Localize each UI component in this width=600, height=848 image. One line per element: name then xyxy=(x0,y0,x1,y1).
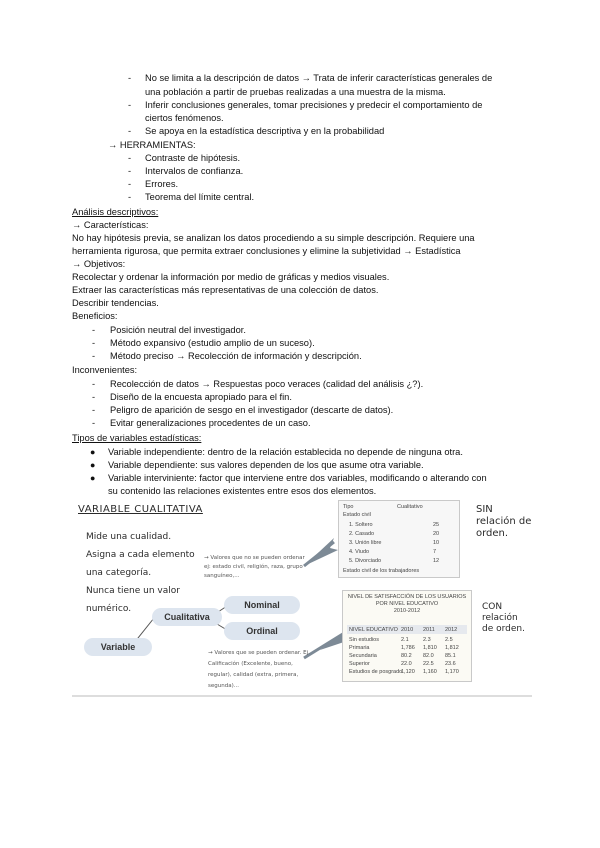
table-cell: 85.1 xyxy=(445,653,456,659)
dash-marker: - xyxy=(128,100,132,110)
table-cell: Sin estudios xyxy=(349,637,379,643)
dash-marker: - xyxy=(128,126,132,136)
table-cell: 10 xyxy=(433,540,440,546)
note-line: Calificación (Excelente, bueno, xyxy=(208,661,293,667)
ordinal-note xyxy=(208,648,310,692)
dash-marker: - xyxy=(128,192,132,202)
variable-cualitativa-figure xyxy=(72,498,532,698)
paragraph-line: Describir tendencias. xyxy=(72,298,159,308)
dash-marker: - xyxy=(92,338,96,348)
bullet-marker: ● xyxy=(90,447,96,457)
list-item: Teorema del límite central. xyxy=(145,192,255,202)
label-line: SIN xyxy=(476,504,493,515)
subheading: Beneficios: xyxy=(72,311,118,321)
con-relacion-label xyxy=(482,602,525,635)
ordinal-table xyxy=(342,590,472,682)
table-cell: 25 xyxy=(433,522,440,528)
table-cell: 20 xyxy=(433,531,440,537)
description-line: numérico. xyxy=(86,604,132,614)
list-item: Se apoya en la estadística descriptiva y en la probabilidad xyxy=(145,126,385,136)
paragraph-line: herramienta rigurosa, que permita extraer conclusiones y elimine la subjetividad → Estadística xyxy=(72,246,461,256)
table-cell: 4. Viudo xyxy=(349,549,370,555)
note-line: segunda)... xyxy=(208,683,239,689)
table-footer: Estado civil de los trabajadores xyxy=(343,568,420,574)
table-cell: 1,812 xyxy=(445,645,459,651)
label-line: orden. xyxy=(476,528,509,539)
table-cell: 5. Divorciado xyxy=(349,558,382,564)
description-line: Nunca tiene un valor xyxy=(86,586,180,596)
title-line: NIVEL DE SATISFACCIÓN DE LOS USUARIOS xyxy=(347,594,467,600)
label-line: relación xyxy=(482,613,518,623)
table-cell: Secundaria xyxy=(349,653,377,659)
dash-marker: - xyxy=(128,179,132,189)
section-title: Análisis descriptivos: xyxy=(72,207,159,217)
bullet-marker: ● xyxy=(90,473,96,483)
dash-marker: - xyxy=(92,405,96,415)
description-line: Mide una cualidad. xyxy=(86,532,172,542)
list-item: Contraste de hipótesis. xyxy=(145,153,241,163)
table-cell: 82.0 xyxy=(423,653,434,659)
list-item: Peligro de aparición de sesgo en el investigador (descarte de datos). xyxy=(110,405,394,415)
paragraph-line: Recolectar y ordenar la información por medio de gráficas y medios visuales. xyxy=(72,272,390,282)
figure-heading: VARIABLE CUALITATIVA xyxy=(78,504,203,515)
list-item: Recolección de datos → Respuestas poco veraces (calidad del análisis ¿?). xyxy=(110,379,424,389)
table-title xyxy=(343,594,471,615)
table-header: NIVEL EDUCATIVO xyxy=(349,627,398,633)
dash-marker: - xyxy=(92,351,96,361)
paragraph-line: Extraer las características más representativas de una colección de datos. xyxy=(72,285,379,295)
table-cell: 2.3 xyxy=(423,637,431,643)
cualitativa-node: Cualitativa xyxy=(152,608,222,626)
title-line: 2010-2012 xyxy=(393,608,421,614)
note-line: → Valores que se pueden ordenar. Ej. xyxy=(208,650,310,656)
table-cell: Primaria xyxy=(349,645,370,651)
list-item: No se limita a la descripción de datos → Trata de inferir características generales de xyxy=(145,73,493,83)
dash-marker: - xyxy=(92,379,96,389)
list-item: Método expansivo (estudio amplio de un suceso). xyxy=(110,338,315,348)
description-line: Asigna a cada elemento xyxy=(86,550,195,560)
list-item: Intervalos de confianza. xyxy=(145,166,244,176)
sin-relacion-label xyxy=(476,504,531,540)
list-item: Inferir conclusiones generales, tomar precisiones y predecir el comportamiento de xyxy=(145,100,483,110)
list-item: ciertos fenómenos. xyxy=(145,113,224,123)
subheading: → Objetivos: xyxy=(72,259,126,269)
note-line: → Valores que no se pueden ordenar xyxy=(204,555,305,561)
dash-marker: - xyxy=(92,418,96,428)
table-cell: 2.1 xyxy=(401,637,409,643)
table-cell: Estudios de posgrado xyxy=(349,669,403,675)
nominal-node: Nominal xyxy=(224,596,300,614)
table-cell: Superior xyxy=(349,661,370,667)
table-cell: 3. Unión libre xyxy=(349,540,382,546)
list-item: una población a partir de pruebas realizadas a una muestra de la misma. xyxy=(145,87,446,97)
dash-marker: - xyxy=(92,325,96,335)
note-line: regular), calidad (extra, primera, xyxy=(208,672,299,678)
figure-description xyxy=(86,528,195,618)
table-cell: 12 xyxy=(433,558,440,564)
arrow-shaft xyxy=(304,632,346,658)
dash-marker: - xyxy=(92,392,96,402)
label-line: de orden. xyxy=(482,624,525,634)
table-cell: 80.2 xyxy=(401,653,412,659)
title-line: POR NIVEL EDUCATIVO xyxy=(375,601,439,607)
paragraph-line: No hay hipótesis previa, se analizan los datos procediendo a su simple descripción. Requiere una xyxy=(72,233,475,243)
subheading: → Características: xyxy=(72,220,149,230)
note-line: sanguíneo,... xyxy=(204,573,240,579)
table-cell: 2. Casado xyxy=(349,531,375,537)
description-line: una categoría. xyxy=(86,568,152,578)
list-item: Diseño de la encuesta apropiado para el fin. xyxy=(110,392,292,402)
dash-marker: - xyxy=(128,153,132,163)
list-item: Variable interviniente: factor que interviene entre dos variables, modificando o alterando con xyxy=(108,473,487,483)
bullet-marker: ● xyxy=(90,460,96,470)
table-header: Cualitativo xyxy=(397,504,423,510)
dash-marker: - xyxy=(128,166,132,176)
list-item: Posición neutral del investigador. xyxy=(110,325,246,335)
ordinal-node: Ordinal xyxy=(224,622,300,640)
list-item: Variable dependiente: sus valores dependen de los que asume otra variable. xyxy=(108,460,424,470)
subheading: Inconvenientes: xyxy=(72,365,138,375)
table-header: 2010 xyxy=(401,627,414,633)
table-header: 2011 xyxy=(423,627,435,633)
herramientas-heading: → HERRAMIENTAS: xyxy=(108,140,196,150)
table-cell: 1. Soltero xyxy=(349,522,373,528)
nominal-note xyxy=(204,554,305,581)
label-line: CON xyxy=(482,602,503,612)
list-item: Errores. xyxy=(145,179,179,189)
table-cell: 1,120 xyxy=(401,669,415,675)
label-line: relación de xyxy=(476,516,532,527)
nominal-table xyxy=(338,500,460,578)
table-header: Tipo xyxy=(343,504,354,510)
table-cell: 22.0 xyxy=(401,661,412,667)
table-cell: 2.5 xyxy=(445,637,453,643)
table-cell: 22.5 xyxy=(423,661,434,667)
list-item: su contenido las relaciones existentes entre esos dos elementos. xyxy=(108,486,377,496)
table-cell: 1,810 xyxy=(423,645,437,651)
list-item: Método preciso → Recolección de información y descripción. xyxy=(110,351,362,361)
table-cell: 1,170 xyxy=(445,669,459,675)
table-cell: 1,786 xyxy=(401,645,415,651)
table-cell: 23.6 xyxy=(445,661,456,667)
section-title: Tipos de variables estadísticas: xyxy=(72,433,202,443)
note-line: ej: estado civil, religión, raza, grupo xyxy=(204,564,303,570)
table-cell: 1,160 xyxy=(423,669,437,675)
table-subheader: Estado civil xyxy=(343,512,371,518)
list-item: Evitar generalizaciones procedentes de un caso. xyxy=(110,418,311,428)
table-cell: 7 xyxy=(433,549,437,555)
dash-marker: - xyxy=(128,73,132,83)
table-header: 2012 xyxy=(445,627,458,633)
variable-node: Variable xyxy=(84,638,152,656)
list-item: Variable independiente: dentro de la relación establecida no depende de ninguna otra. xyxy=(108,447,463,457)
